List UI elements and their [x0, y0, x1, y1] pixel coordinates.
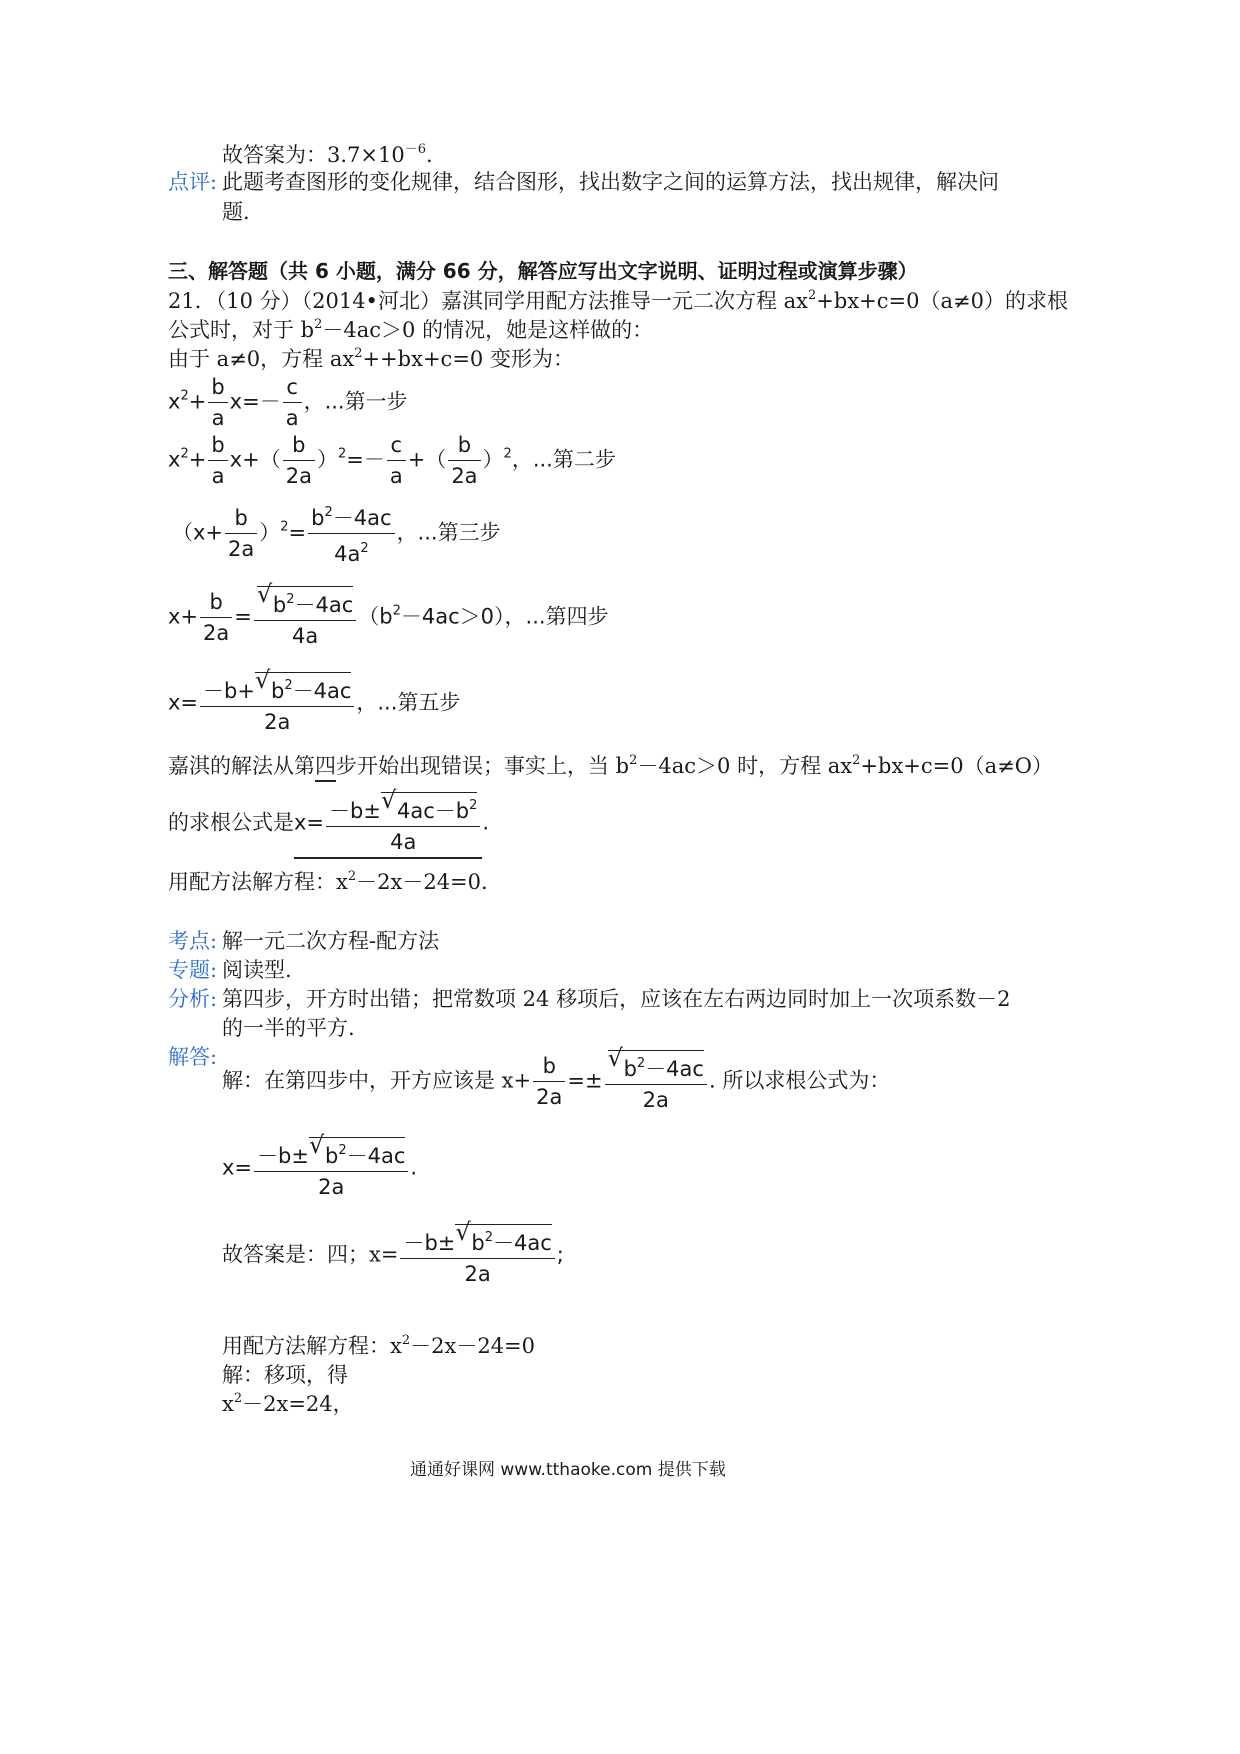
correct-formula-line: 的求根公式是x= $\frac{-b\pm√ 4ac-b^2}{4a}$ . [168, 790, 489, 859]
fenxi-text-cont: 的一半的平方. [222, 1016, 355, 1040]
zhuanti-label: 专题: [168, 958, 218, 982]
step1-equation: $x^2+$ $\frac{b}{a}$ x=－ $\frac{c}{a}$ ，...第一步 [168, 372, 408, 433]
section-title: 三、解答题（共 6 小题，满分 66 分，解答应写出文字说明、证明过程或演算步骤） [168, 259, 918, 283]
fenxi-text: 第四步，开方时出错；把常数项 24 移项后，应该在左右两边同时加上一次项系数－2 [222, 987, 1011, 1011]
q21-line2: 公式时，对于 $b^2-4ac>0$ 的情况，她是这样做的： [168, 317, 654, 342]
q21-line1: 21．（10 分）（2014•河北）嘉淇同学用配方法推导一元二次方程 $ax^2+bx+c=0(a\ne 0)$的求根 [168, 288, 1068, 313]
comment-label: 点评: [168, 170, 218, 194]
step5-equation: x= $\frac{-b+√ b^2-4ac}{2a}$ ，...第五步 [168, 670, 460, 737]
answer-line: 故答案为：$3.7\times 10^{-6}$. [222, 142, 433, 167]
zhuanti-text: 阅读型. [222, 958, 292, 982]
solve-line: 用配方法解方程：$x^2-2x-24=0$ [222, 1333, 536, 1358]
jieda-line1: 解：在第四步中，开方应该是 x+ $\frac{b}{2a}$ =± √ $\frac{b^2-4ac}{2a}$ . 所以求根公式为： [222, 1048, 890, 1115]
comment-text: 此题考查图形的变化规律，结合图形，找出数字之间的运算方法，找出规律，解决问 [222, 170, 999, 194]
answer-is-line: 故答案是：四；x= $\frac{-b\pm√ b^2-4ac}{2a}$ ; [222, 1222, 564, 1289]
kaodian-text: 解一元二次方程-配方法 [222, 929, 440, 953]
solve-prompt: 用配方法解方程：$x^2-2x-24=0$. [168, 869, 488, 894]
last-line: $x^2-2x=24$， [222, 1391, 354, 1416]
fenxi-label: 分析: [168, 987, 218, 1011]
jieda-label: 解答: [168, 1045, 218, 1069]
step4-equation: x+ $\frac{b}{2a}$ = √ $\frac{b^2-4ac}{4a}$ $(b^2-4ac>0)$，...第四步 [168, 584, 609, 651]
step3-equation: （x+ $\frac{b}{2a}$ ）$^2$= $\frac{b^2-4ac}{4a^2}$ ，...第三步 [172, 498, 501, 569]
error-statement: 嘉淇的解法从第四步开始出现错误；事实上，当 $b^2-4ac>0$ 时，方程 $ax^2+bx+c=0(a\ne O)$ [168, 750, 1053, 782]
kaodian-label: 考点: [168, 929, 218, 953]
root-formula: x= $\frac{-b\pm√ b^2-4ac}{2a}$ . [222, 1135, 417, 1202]
comment-text-cont: 题. [222, 200, 250, 224]
q21-line3: 由于 a≠0，方程 $ax^2++bx+c=0$ 变形为： [168, 346, 574, 371]
step2-equation: $x^2+$ $\frac{b}{a}$ x+（ $\frac{b}{2a}$ ）$^2$=－ $\frac{c}{a}$ +（ $\frac{b}{2a}$ ）$^2$，...第二步 [168, 430, 616, 491]
move-line: 解：移项，得 [222, 1363, 348, 1387]
page-footer: 通通好课网 www.tthaoke.com 提供下载 [410, 1460, 726, 1480]
